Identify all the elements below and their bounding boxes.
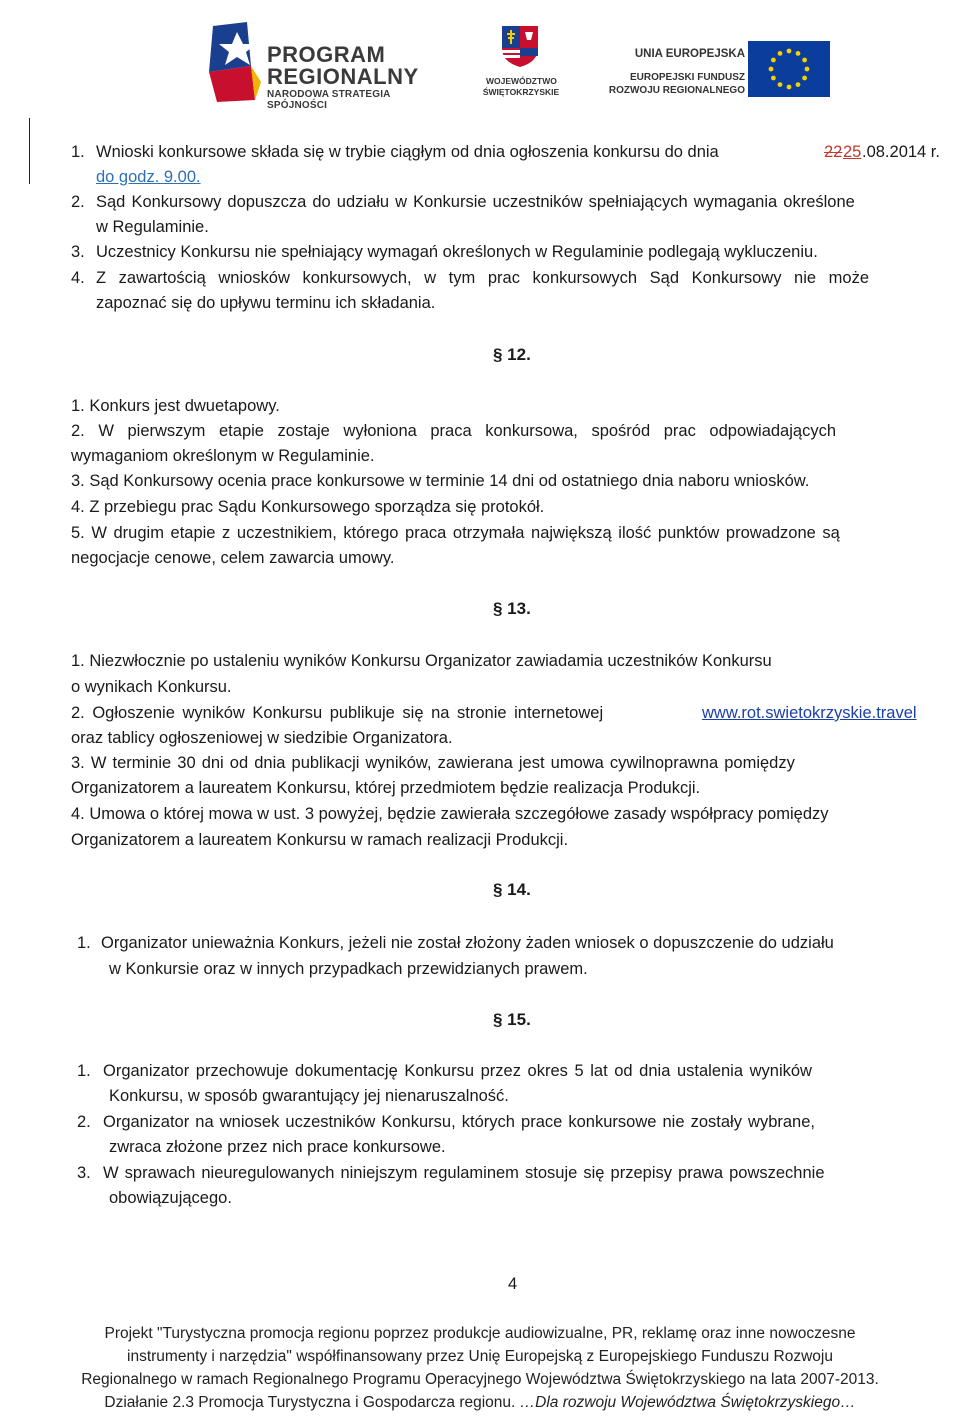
footer-line4-motto: …Dla rozwoju Województwa Świętokrzyskiego… [519, 1394, 856, 1411]
section12-item5-cont: negocjacje cenowe, celem zawarcia umowy. [71, 549, 395, 567]
section15-item1 [77, 1061, 812, 1081]
section13-item1-cont: o wynikach Konkursu. [71, 678, 232, 696]
eu-star-icon [796, 82, 801, 87]
program-logo-line3: NARODOWA STRATEGIA SPÓJNOŚCI [267, 89, 391, 111]
item-number: 4. [71, 269, 85, 287]
section13-item1: 1. Niezwłocznie po ustaleniu wyników Konkursu Organizator zawiadamia uczestników Konkursu [71, 652, 772, 670]
item-text: Organizator unieważnia Konkurs, jeżeli nie został złożony żaden wniosek o dopuszczenie do udziału [101, 934, 834, 952]
section15-item3-cont: obowiązującego. [109, 1189, 232, 1207]
section15-heading: § 15. [493, 1010, 531, 1029]
section13-item3-cont: Organizatorem a laureatem Konkursu, której przedmiotem będzie realizacja Produkcji. [71, 779, 701, 797]
eu-star-icon [802, 76, 807, 81]
item-text-b: .08.2014 r. [862, 143, 940, 161]
eu-star-icon [778, 82, 783, 87]
item-text: Wnioski konkursowe składa się w trybie ciągłym od dnia ogłoszenia konkursu do dnia [96, 143, 719, 161]
section12-item2: 2. W pierwszym etapie zostaje wyłoniona praca konkursowa, spośród prac odpowiadających [71, 422, 837, 440]
section11-item4-cont: zapoznać się do upływu terminu ich składania. [96, 294, 436, 312]
section13-item4: 4. Umowa o której mowa w ust. 3 powyżej, będzie zawierała szczegółowe zasady współpracy pomiędzy [71, 805, 829, 823]
section11-item2-cont: w Regulaminie. [96, 218, 209, 236]
header-logos [0, 0, 960, 110]
eu-star-icon [802, 58, 807, 63]
eu-star-icon [771, 76, 776, 81]
inserted-text: 25 [843, 143, 862, 161]
coat-of-arms-icon [500, 24, 540, 68]
eu-star-icon [778, 51, 783, 56]
eu-star-icon [805, 67, 810, 72]
section12-item4: 4. Z przebiegu prac Sądu Konkursowego sporządza się protokół. [71, 498, 545, 516]
section11-item1-cont: do godz. 9.00. [96, 168, 201, 186]
item-text: Organizator na wniosek uczestników Konkursu, których prace konkursowe nie zostały wybrane, [103, 1113, 815, 1131]
eu-star-icon [796, 51, 801, 56]
program-regionalny-emblem-icon [203, 22, 265, 102]
section14-heading: § 14. [493, 880, 531, 899]
section15-item2 [77, 1112, 815, 1132]
section12-item5: 5. W drugim etapie z uczestnikiem, którego praca otrzymała największą ilość punktów prowadzone są [71, 524, 840, 542]
section15-item3 [77, 1163, 825, 1183]
item-number: 1. [77, 1062, 91, 1080]
item-number: 2. [77, 1113, 91, 1131]
eu-line2: EUROPEJSKI FUNDUSZ [629, 72, 745, 83]
item-number: 1. [77, 934, 91, 952]
section11-item1 [71, 142, 959, 162]
item-text: 2. Ogłoszenie wyników Konkursu publikuje się na stronie internetowej [71, 704, 604, 722]
footer-line1: Projekt "Turystyczna promocja regionu poprzez produkcje audiowizualne, PR, reklamę oraz inne nowoczesne [104, 1325, 856, 1342]
footer-line4 [0, 1391, 960, 1414]
section13-heading: § 13. [493, 599, 531, 618]
section12-heading: § 12. [493, 345, 531, 364]
eu-line1: UNIA EUROPEJSKA [634, 48, 745, 60]
section13-item4-cont: Organizatorem a laureatem Konkursu w ramach realizacji Produkcji. [71, 831, 569, 849]
section11-item3 [71, 242, 818, 262]
eu-star-icon [771, 58, 776, 63]
section12-item3: 3. Sąd Konkursowy ocenia prace konkursowe w terminie 14 dni od ostatniego dnia naboru wniosków. [71, 472, 810, 490]
item-text: Organizator przechowuje dokumentację Konkursu przez okres 5 lat od dnia ustalenia wyników [103, 1062, 812, 1080]
section12-item2-cont: wymaganiom określonym w Regulaminie. [71, 447, 375, 465]
section15-item2-cont: zwraca złożone przez nich prace konkursowe. [109, 1138, 446, 1156]
section11-item4 [71, 268, 959, 288]
section13-item2 [71, 703, 603, 723]
item-number: 3. [77, 1164, 91, 1182]
program-logo-line2: REGIONALNY [267, 64, 419, 89]
eu-star-icon [787, 85, 792, 90]
item-text: W sprawach nieuregulowanych niniejszym regulaminem stosuje się przepisy prawa powszechnie [103, 1164, 825, 1182]
eu-star-icon [787, 49, 792, 54]
section15-item1-cont: Konkursu, w sposób gwarantujący jej nienaruszalność. [109, 1087, 509, 1105]
item-text: Z zawartością wniosków konkursowych, w tym prac konkursowych Sąd Konkursowy nie może [96, 269, 870, 287]
item-number: 1. [71, 143, 85, 161]
deleted-text: 22 [824, 143, 843, 161]
section14-item1-cont: w Konkursie oraz w innych przypadkach przewidzianych prawem. [109, 960, 588, 978]
eu-line3: ROZWOJU REGIONALNEGO [608, 85, 745, 96]
item-number: 2. [71, 193, 85, 211]
section13-item3: 3. W terminie 30 dni od dnia publikacji wyników, zawierana jest umowa cywilnoprawna pomiędzy [71, 754, 795, 772]
footer-line2: instrumenty i narzędzia" współfinansowany przez Unię Europejską z Europejskiego Funduszu Rozwoju [127, 1348, 833, 1365]
footer-line4-text: Działanie 2.3 Promocja Turystyczna i Gospodarcza regionu. [104, 1394, 520, 1411]
eu-star-icon [769, 67, 774, 72]
section11-item2 [71, 192, 959, 212]
item-text: Sąd Konkursowy dopuszcza do udziału w Konkursie uczestników spełniających wymagania określone [96, 193, 855, 211]
wojewodztwo-logo [482, 24, 560, 100]
eu-logo-text [608, 44, 745, 98]
page-number: 4 [508, 1275, 518, 1293]
program-logo-line1: PROGRAM [267, 42, 386, 67]
eu-flag-icon [748, 41, 830, 97]
website-link[interactable]: www.rot.swietokrzyskie.travel [702, 704, 917, 722]
item-number: 3. [71, 243, 85, 261]
program-regionalny-logo [203, 22, 453, 111]
section12-item1: 1. Konkurs jest dwuetapowy. [71, 397, 280, 415]
section13-item2-cont: oraz tablicy ogłoszeniowej w siedzibie Organizatora. [71, 729, 453, 747]
wojewodztwo-line1: WOJEWÓDZTWO [486, 76, 557, 86]
item-text: Uczestnicy Konkursu nie spełniający wymagań określonych w Regulaminie podlegają wykluczeniu. [96, 243, 818, 261]
wojewodztwo-line2: ŚWIĘTOKRZYSKIE [482, 87, 560, 97]
revision-change-bar [29, 118, 30, 184]
section14-item1 [77, 933, 834, 953]
footer-line3: Regionalnego w ramach Regionalnego Programu Operacyjnego Województwa Świętokrzyskiego na lata 2007-2013. [81, 1371, 879, 1388]
